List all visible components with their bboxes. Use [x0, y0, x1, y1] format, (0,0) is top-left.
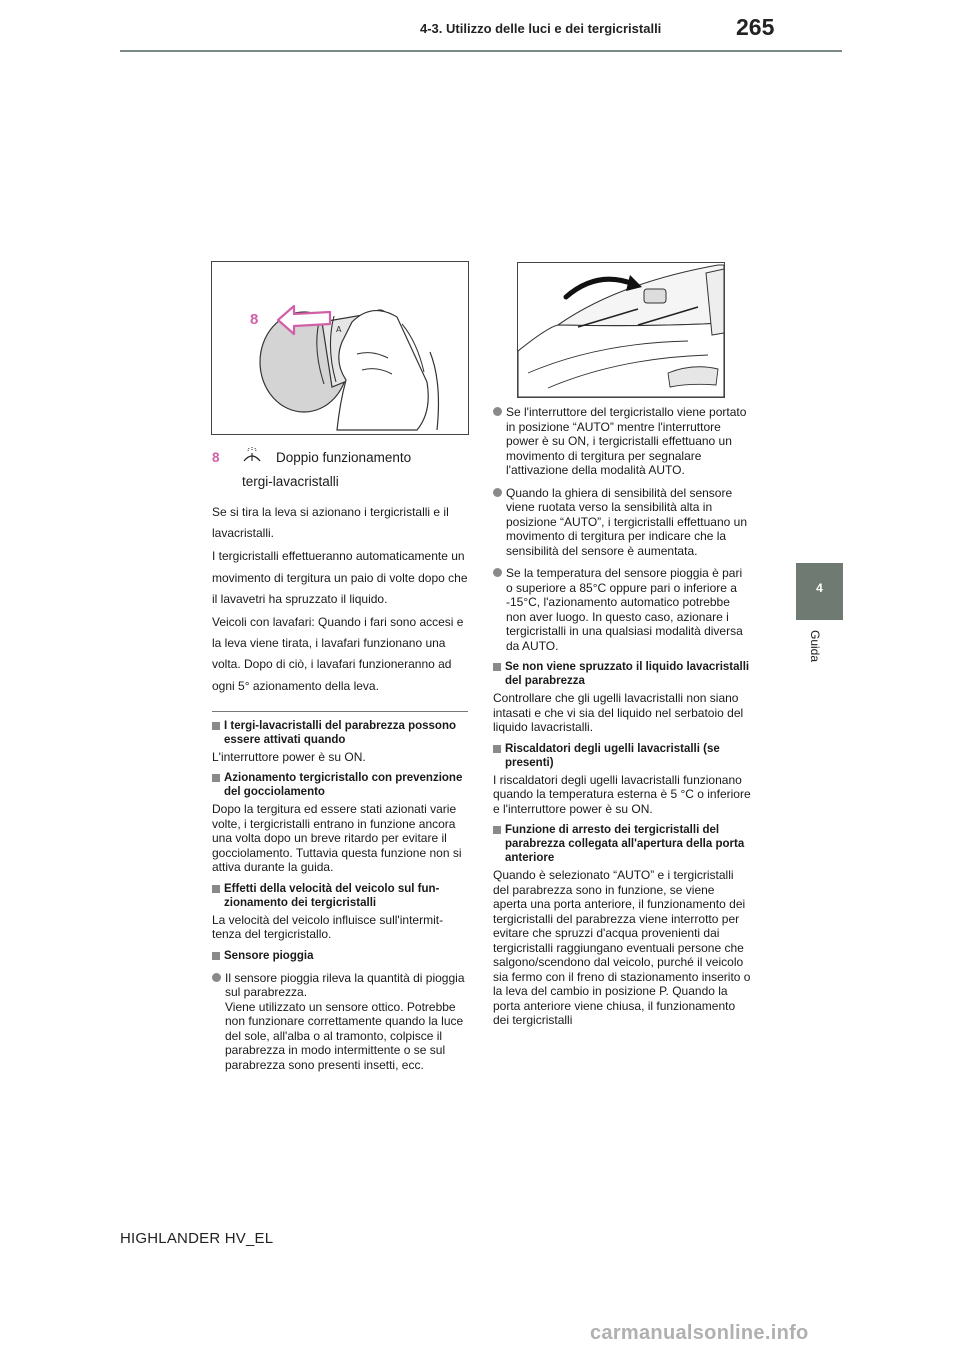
square-bullet-icon [493, 663, 501, 671]
item-8-number: 8 [212, 450, 220, 465]
windshield-drawing [518, 263, 724, 397]
section-heading-text: Funzione di arresto dei tergicristalli del parabrezza collegata all'apertura della porta anteriore [505, 824, 745, 864]
paragraph: I tergicristalli effettueranno automaticamente un movimento di tergitura un paio di volte dopo che il lavavetri ha spruzzato il liquido. [212, 549, 468, 606]
list-item-text: Il sensore pioggia rileva la quantità di pioggia sul parabrezza. Viene utilizzato un sensore ottico. Potrebbe non funzionare correttamente quando la luce del sole, all'alba o al tramonto, colpisce il parabrezza in modo intermittente o se sul parabrezza sono presenti insetti, ecc. [225, 970, 465, 1072]
windshield-washer-icon [242, 447, 262, 465]
left-column [212, 446, 468, 1076]
wiper-lever-illustration [211, 261, 469, 435]
section-text: I riscaldatori degli ugelli lavacristalli funzionano quando la temperatura esterna è 5 °C o inferiore e l'interruttore power è su ON. [493, 772, 751, 816]
item-8-title-line2: tergi-lavacristalli [242, 474, 339, 489]
section-heading [212, 719, 468, 747]
square-bullet-icon [212, 952, 220, 960]
section-text: Dopo la tergitura ed essere stati azionati varie volte, i tergicristalli entrano in funzione ancora una volta dopo un breve ritardo per evitare il gocciolamento. Tuttavia questa funzione non si attiva durante la guida. [212, 802, 462, 875]
paragraph: Veicoli con lavafari: Quando i fari sono accesi e la leva viene tirata, i lavafari funzionano una volta. Dopo di ciò, i lavafari funzioneranno ad ogni 5° azionamento della leva. [212, 615, 464, 693]
round-bullet-icon [493, 568, 502, 577]
paragraph: Se si tira la leva si azionano i tergicristalli e il lavacristalli. [212, 505, 449, 541]
list-item [493, 486, 751, 559]
round-bullet-icon [493, 407, 502, 416]
round-bullet-icon [493, 488, 502, 497]
round-bullet-icon [212, 973, 221, 982]
section-heading-text: Riscaldatori degli ugelli lavacristalli (se presenti) [505, 742, 720, 769]
chapter-tab-number: 4 [816, 581, 823, 595]
square-bullet-icon [493, 826, 501, 834]
section-heading [493, 823, 751, 865]
square-bullet-icon [493, 745, 501, 753]
section-heading [212, 882, 468, 910]
svg-text:A: A [336, 325, 342, 334]
page-number: 265 [736, 14, 775, 40]
list-item-text: Quando la ghiera di sensibilità del sensore viene ruotata verso la sensibilità alta in posizione “AUTO”, i tergicristalli effettuano un movimento di tergitura per indicare che la sensibilità del sensore è aumentata. [506, 485, 748, 558]
section-heading [493, 660, 751, 688]
square-bullet-icon [212, 774, 220, 782]
section-heading [212, 771, 468, 799]
section-heading-text: Se non viene spruzzato il liquido lavacristalli del parabrezza [505, 661, 750, 687]
item-8-title-line1: Doppio funzionamento [276, 450, 412, 465]
header-rule [120, 50, 842, 52]
windshield-illustration [517, 262, 725, 398]
section-heading-text: Sensore pioggia [224, 949, 314, 962]
list-item [493, 405, 751, 478]
item-8 [212, 446, 468, 494]
section-heading [493, 742, 751, 770]
section-heading-text: Azionamento tergicristallo con prevenzione del gocciolamento [224, 772, 463, 799]
footer-model: HIGHLANDER HV_EL [120, 1230, 274, 1247]
square-bullet-icon [212, 722, 220, 730]
square-bullet-icon [212, 885, 220, 893]
section-text: Quando è selezionato “AUTO” e i tergicristalli del parabrezza sono in funzione, se viene aperta una porta anteriore, il funzionamento dei tergicristalli del parabrezza viene interrotto per evitare che spruzzi d'acqua provenienti dai tergicristalli raggiungano eventuali persone che salgono/scendono dal veicolo, purché il veicolo sia fermo con il freno di stazionamento inserito o la leva del cambio in posizione P. Quando la porta anteriore viene chiusa, il funzionamento dei tergicristalli [493, 868, 751, 1027]
wiper-lever-drawing [212, 262, 468, 434]
watermark: carmanualsonline.info [590, 1322, 809, 1344]
section-title: 4-3. Utilizzo delle luci e dei tergicristalli [420, 21, 662, 36]
section-divider [212, 711, 468, 712]
section-text: La velocità del veicolo influisce sull'intermittenza del tergicristallo. [212, 912, 444, 942]
right-column [493, 405, 751, 1030]
chapter-tab-label: Guida [808, 630, 822, 663]
section-text: L'interruttore power è su ON. [212, 749, 366, 764]
list-item [212, 971, 468, 1073]
section-heading [212, 949, 468, 963]
lever-callout-number: 8 [250, 311, 259, 328]
section-heading-text: Effetti della velocità del veicolo sul funzionamento dei tergicristalli [224, 882, 440, 909]
list-item [493, 566, 751, 653]
list-item-text: Se l'interruttore del tergicristallo viene portato in posizione “AUTO” mentre l'interruttore power è su ON, i tergicristalli effettuano un movimento di tergitura per segnalare l'attivazione della modalità AUTO. [506, 405, 747, 477]
section-heading-text: I tergi-lavacristalli del parabrezza possono essere attivati quando [224, 719, 456, 746]
list-item-text: Se la temperatura del sensore pioggia è pari o superiore a 85°C oppure pari o inferiore a -15°C, l'azionamento automatico potrebbe non aver luogo. In questo caso, azionare i tergicristalli in una qualsiasi modalità diversa da AUTO. [506, 566, 743, 653]
section-text: Controllare che gli ugelli lavacristalli non siano intasati e che vi sia del liquido nel serbatoio del liquido lavacristalli. [493, 691, 744, 734]
